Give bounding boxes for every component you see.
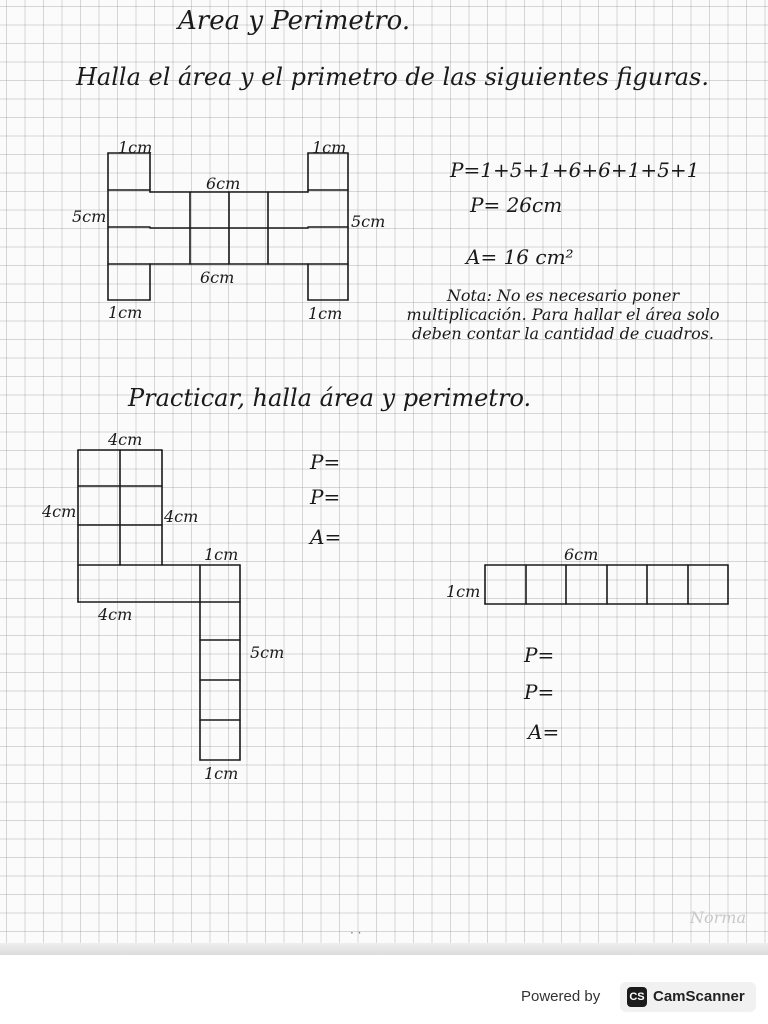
practice-l-label-bottom: 4cm <box>98 605 133 624</box>
practice-l-label-foot: 1cm <box>204 764 239 783</box>
practice-bar-label-top: 6cm <box>564 545 599 564</box>
example-label-right: 5cm <box>351 212 386 231</box>
example-note: Nota: No es necesario poner multiplicación. Para hallar el área solo deben contar la cantidad de cuadros. <box>406 286 720 343</box>
scan-specks: · · <box>350 926 362 940</box>
practice-l-label-right: 5cm <box>250 643 285 662</box>
practice-l-label-top: 4cm <box>108 430 143 449</box>
practice-l-formula-area: A= <box>310 525 342 549</box>
example-label-left: 5cm <box>72 207 107 226</box>
camscanner-logo-icon: CS <box>627 987 647 1007</box>
practice-bar-formula-p1: P= <box>524 643 555 667</box>
instructions: Halla el área y el primetro de las siguientes figuras. <box>76 63 709 91</box>
example-perimeter-sum: P=1+5+1+6+6+1+5+1 <box>450 158 700 182</box>
powered-by-text: Powered by <box>521 988 601 1005</box>
practice-l-formula-p1: P= <box>310 450 341 474</box>
example-label-bottom-right: 1cm <box>308 304 343 323</box>
camscanner-name: CamScanner <box>653 988 745 1005</box>
practice-l-label-corner: 1cm <box>204 545 239 564</box>
example-label-bottom-middle: 6cm <box>200 268 235 287</box>
example-label-bottom-left: 1cm <box>108 303 143 322</box>
notebook-brand-mark: Norma <box>690 908 746 927</box>
page-title: Area y Perimetro. <box>178 6 411 36</box>
practice-l-label-inner: 4cm <box>164 507 199 526</box>
practice-l-formula-p2: P= <box>310 485 341 509</box>
practice-l-label-left: 4cm <box>42 502 77 521</box>
example-area: A= 16 cm² <box>466 245 574 269</box>
practice-bar-formula-area: A= <box>528 720 560 744</box>
practice-bar-formula-p2: P= <box>524 680 555 704</box>
example-label-top-middle: 6cm <box>206 174 241 193</box>
practice-bar-label-left: 1cm <box>446 582 481 601</box>
example-label-top-right: 1cm <box>312 138 347 157</box>
practice-title: Practicar, halla área y perimetro. <box>128 384 532 412</box>
example-label-top-left: 1cm <box>118 138 153 157</box>
example-perimeter-result: P= 26cm <box>470 193 563 217</box>
